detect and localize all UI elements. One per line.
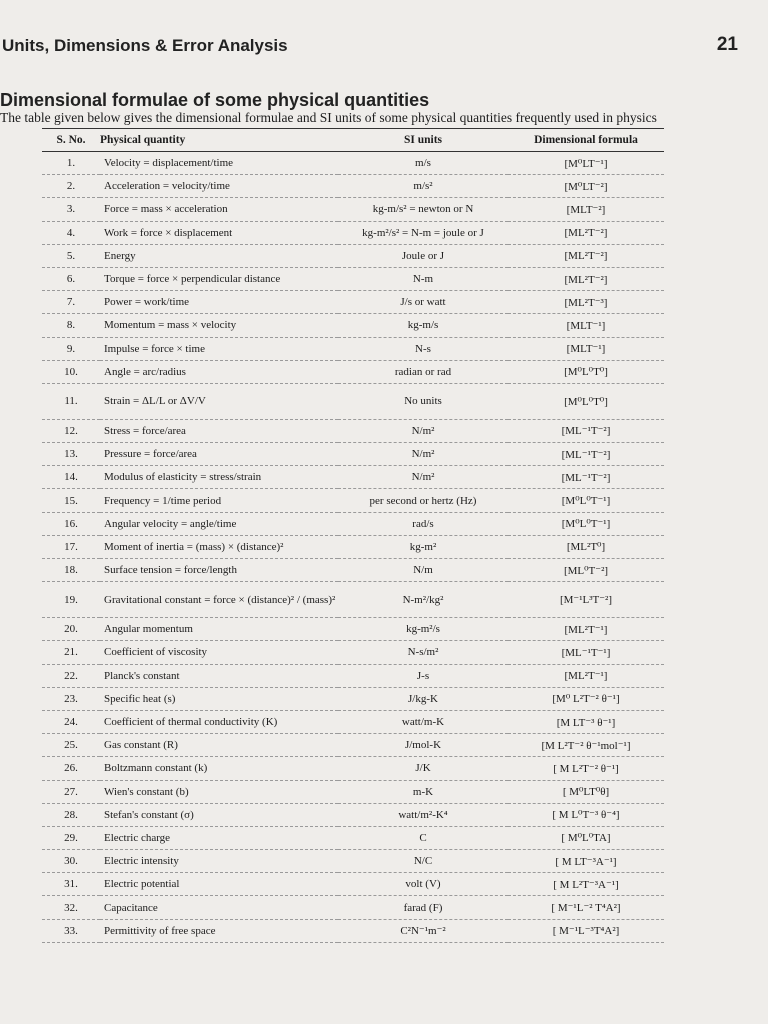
cell-sno: 31.: [64, 878, 78, 891]
cell-quantity: Coefficient of thermal conductivity (K): [104, 716, 278, 729]
table-row: [42, 618, 664, 641]
cell-si-units: watt/m-K: [401, 716, 445, 729]
table-row: [42, 152, 664, 175]
cell-dimensional-formula: [ML²T⁻³]: [564, 296, 608, 309]
table-row: [42, 244, 664, 267]
cell-sno: 3.: [66, 203, 76, 216]
cell-dimensional-formula: [ML²T⁻¹]: [564, 623, 608, 636]
cell-si-units: J/mol-K: [404, 739, 442, 752]
cell-si-units: C: [419, 831, 427, 844]
cell-quantity: Wien's constant (b): [104, 785, 189, 798]
cell-sno: 30.: [64, 855, 78, 868]
cell-sno: 1.: [66, 157, 76, 170]
cell-quantity: Capacitance: [104, 901, 158, 914]
cell-dimensional-formula: [M⁰L⁰T⁰]: [564, 395, 608, 408]
running-head: [0, 36, 768, 60]
cell-quantity: Planck's constant: [104, 669, 180, 682]
cell-dimensional-formula: [ML²T⁻²]: [564, 273, 608, 286]
table-header-row: [42, 129, 664, 152]
table-row: [42, 314, 664, 337]
cell-si-units: kg-m/s² = newton or N: [372, 203, 474, 216]
cell-quantity: Electric intensity: [104, 855, 179, 868]
table-row: [42, 873, 664, 896]
cell-quantity: Torque = force × perpendicular distance: [104, 273, 281, 286]
cell-dimensional-formula: [M⁰L⁰T⁰]: [564, 366, 608, 379]
cell-si-units: farad (F): [403, 901, 443, 914]
cell-sno: 33.: [64, 924, 78, 937]
table-row: [42, 664, 664, 687]
cell-quantity: Frequency = 1/time period: [104, 494, 222, 507]
chapter-title: Units, Dimensions & Error Analysis: [2, 36, 288, 55]
cell-dimensional-formula: [ M L²T⁻² θ⁻¹]: [553, 762, 619, 775]
cell-sno: 16.: [64, 517, 78, 530]
cell-si-units: kg-m/s: [407, 319, 439, 332]
cell-sno: 32.: [64, 901, 78, 914]
cell-dimensional-formula: [ML²T⁻²]: [564, 250, 608, 263]
table-row: [42, 850, 664, 873]
cell-sno: 21.: [64, 646, 78, 659]
cell-quantity: Modulus of elasticity = stress/strain: [104, 471, 262, 484]
cell-sno: 2.: [66, 180, 76, 193]
cell-si-units: per second or hertz (Hz): [369, 494, 477, 507]
cell-si-units: N-s/m²: [407, 646, 439, 659]
cell-quantity: Angle = arc/radius: [104, 365, 186, 378]
cell-sno: 4.: [66, 226, 76, 239]
table-row: [42, 641, 664, 664]
cell-si-units: N-m²/kg²: [402, 593, 444, 606]
table-row: [42, 198, 664, 221]
cell-dimensional-formula: [ML⁻¹T⁻²]: [561, 425, 611, 438]
cell-si-units: watt/m²-K⁴: [398, 808, 448, 821]
cell-quantity: Force = mass × acceleration: [104, 203, 228, 216]
cell-si-units: J/K: [415, 762, 431, 775]
cell-dimensional-formula: [MLT⁻¹]: [566, 319, 606, 332]
cell-si-units: N/m²: [411, 448, 435, 461]
cell-dimensional-formula: [ M L²T⁻³A⁻¹]: [553, 878, 619, 891]
cell-dimensional-formula: [ M LT⁻³A⁻¹]: [555, 855, 617, 868]
cell-dimensional-formula: [ML²T⁻¹]: [564, 670, 608, 683]
cell-sno: 5.: [66, 249, 76, 262]
cell-dimensional-formula: [ M⁻¹L⁻³T⁴A²]: [552, 925, 620, 938]
cell-dimensional-formula: [ M⁻¹L⁻² T⁴A²]: [551, 902, 621, 915]
cell-si-units: C²N⁻¹m⁻²: [400, 925, 446, 938]
cell-si-units: N-m: [412, 273, 434, 286]
cell-si-units: N/m²: [411, 424, 435, 437]
cell-dimensional-formula: [ML⁻¹T⁻²]: [561, 471, 611, 484]
cell-dimensional-formula: [M⁰ L²T⁻² θ⁻¹]: [552, 693, 620, 706]
dimensional-formula-table: [42, 128, 664, 943]
cell-quantity: Coefficient of viscosity: [104, 646, 208, 659]
cell-sno: 20.: [64, 623, 78, 636]
section-title: Dimensional formulae of some physical quantities: [0, 90, 430, 110]
cell-sno: 10.: [64, 365, 78, 378]
cell-dimensional-formula: [M⁰L⁰T⁻¹]: [561, 518, 611, 531]
cell-sno: 13.: [64, 448, 78, 461]
cell-si-units: kg-m²/s² = N-m = joule or J: [362, 226, 484, 239]
cell-quantity: Surface tension = force/length: [104, 564, 237, 577]
cell-si-units: m/s²: [413, 180, 433, 193]
cell-quantity: Gas constant (R): [104, 739, 178, 752]
cell-quantity: Acceleration = velocity/time: [104, 180, 230, 193]
col-header-quantity: Physical quantity: [100, 134, 186, 146]
cell-sno: 6.: [66, 273, 76, 286]
cell-si-units: N/C: [413, 855, 433, 868]
table-row: [42, 919, 664, 942]
table-row: [42, 687, 664, 710]
cell-si-units: N-s: [415, 342, 431, 355]
cell-quantity: Permittivity of free space: [104, 924, 216, 937]
cell-quantity: Moment of inertia = (mass) × (distance)²: [104, 540, 284, 553]
cell-quantity: Gravitational constant = force × (distance)² / (mass)²: [104, 593, 336, 606]
table-row: [42, 383, 664, 419]
cell-dimensional-formula: [M⁻¹L³T⁻²]: [559, 594, 613, 607]
cell-si-units: radian or rad: [394, 365, 452, 378]
cell-sno: 25.: [64, 739, 78, 752]
cell-si-units: volt (V): [405, 878, 441, 891]
table-row: [42, 710, 664, 733]
cell-dimensional-formula: [ML⁻¹T⁻¹]: [561, 646, 611, 659]
cell-si-units: N/m: [413, 564, 433, 577]
cell-sno: 17.: [64, 540, 78, 553]
cell-quantity: Momentum = mass × velocity: [104, 319, 237, 332]
cell-si-units: J-s: [416, 669, 430, 682]
table-row: [42, 337, 664, 360]
cell-quantity: Impulse = force × time: [104, 342, 205, 355]
table-row: [42, 512, 664, 535]
table-row: [42, 291, 664, 314]
cell-sno: 23.: [64, 692, 78, 705]
cell-quantity: Energy: [104, 249, 136, 262]
cell-sno: 27.: [64, 785, 78, 798]
cell-sno: 9.: [66, 342, 76, 355]
table-row: [42, 489, 664, 512]
table-row: [42, 780, 664, 803]
cell-sno: 19.: [64, 593, 78, 606]
cell-quantity: Stefan's constant (σ): [104, 808, 194, 821]
table-row: [42, 826, 664, 849]
table-row: [42, 559, 664, 582]
cell-dimensional-formula: [MLT⁻²]: [566, 203, 606, 216]
page-number: 21: [716, 34, 738, 55]
cell-dimensional-formula: [M⁰LT⁻²]: [564, 180, 608, 193]
cell-dimensional-formula: [ML²T⁻²]: [564, 227, 608, 240]
table-row: [42, 466, 664, 489]
cell-dimensional-formula: [ML⁰T⁻²]: [563, 564, 609, 577]
cell-sno: 18.: [64, 564, 78, 577]
cell-sno: 15.: [64, 494, 78, 507]
cell-dimensional-formula: [M⁰LT⁻¹]: [564, 157, 608, 170]
cell-si-units: kg-m²: [409, 540, 437, 553]
table-row: [42, 535, 664, 558]
cell-quantity: Angular momentum: [104, 623, 193, 636]
col-header-si-units: SI units: [403, 134, 443, 146]
table-row: [42, 896, 664, 919]
cell-sno: 24.: [64, 716, 78, 729]
cell-dimensional-formula: [ M L⁰T⁻³ θ⁻⁴]: [552, 809, 620, 822]
cell-si-units: J/s or watt: [400, 296, 446, 309]
cell-si-units: m-K: [412, 785, 434, 798]
cell-dimensional-formula: [M LT⁻³ θ⁻¹]: [556, 716, 616, 729]
cell-dimensional-formula: [MLT⁻¹]: [566, 343, 606, 356]
cell-dimensional-formula: [ M⁰LT⁰θ]: [562, 786, 610, 799]
cell-quantity: Strain = ΔL/L or ΔV/V: [104, 395, 206, 408]
cell-sno: 29.: [64, 831, 78, 844]
table-row: [42, 443, 664, 466]
cell-quantity: Pressure = force/area: [104, 448, 197, 461]
cell-dimensional-formula: [M⁰L⁰T⁻¹]: [561, 495, 611, 508]
cell-quantity: Stress = force/area: [104, 424, 186, 437]
table-row: [42, 360, 664, 383]
cell-sno: 14.: [64, 471, 78, 484]
cell-si-units: No units: [404, 395, 442, 408]
table-row: [42, 582, 664, 618]
cell-quantity: Electric charge: [104, 831, 171, 844]
cell-quantity: Work = force × displacement: [104, 226, 233, 239]
cell-sno: 12.: [64, 424, 78, 437]
cell-sno: 7.: [66, 296, 76, 309]
cell-quantity: Power = work/time: [104, 296, 190, 309]
table-row: [42, 175, 664, 198]
cell-quantity: Velocity = displacement/time: [104, 157, 234, 170]
cell-sno: 22.: [64, 669, 78, 682]
cell-quantity: Boltzmann constant (k): [104, 762, 208, 775]
table-row: [42, 757, 664, 780]
cell-si-units: N/m²: [411, 471, 435, 484]
cell-quantity: Electric potential: [104, 878, 180, 891]
cell-sno: 28.: [64, 808, 78, 821]
intro-text: The table given below gives the dimensional formulae and SI units of some physical quantities frequently used in physics: [0, 110, 657, 125]
cell-quantity: Specific heat (s): [104, 692, 176, 705]
cell-dimensional-formula: [ML²T⁰]: [566, 541, 606, 554]
table-row: [42, 221, 664, 244]
table-row: [42, 267, 664, 290]
cell-quantity: Angular velocity = angle/time: [104, 517, 237, 530]
table-row: [42, 803, 664, 826]
cell-si-units: J/kg-K: [408, 692, 438, 705]
cell-sno: 26.: [64, 762, 78, 775]
cell-sno: 8.: [66, 319, 76, 332]
cell-si-units: Joule or J: [401, 249, 445, 262]
cell-dimensional-formula: [ M⁰L⁰TA]: [561, 832, 611, 845]
cell-si-units: rad/s: [412, 517, 434, 530]
cell-si-units: m/s: [415, 157, 431, 170]
cell-dimensional-formula: [ML⁻¹T⁻²]: [561, 448, 611, 461]
cell-dimensional-formula: [M L²T⁻² θ⁻¹mol⁻¹]: [541, 739, 631, 752]
table-row: [42, 734, 664, 757]
cell-sno: 11.: [64, 395, 78, 408]
table-row: [42, 419, 664, 442]
cell-si-units: kg-m²/s: [406, 623, 440, 636]
col-header-sno: S. No.: [56, 134, 86, 146]
col-header-dimensional-formula: Dimensional formula: [534, 134, 638, 146]
